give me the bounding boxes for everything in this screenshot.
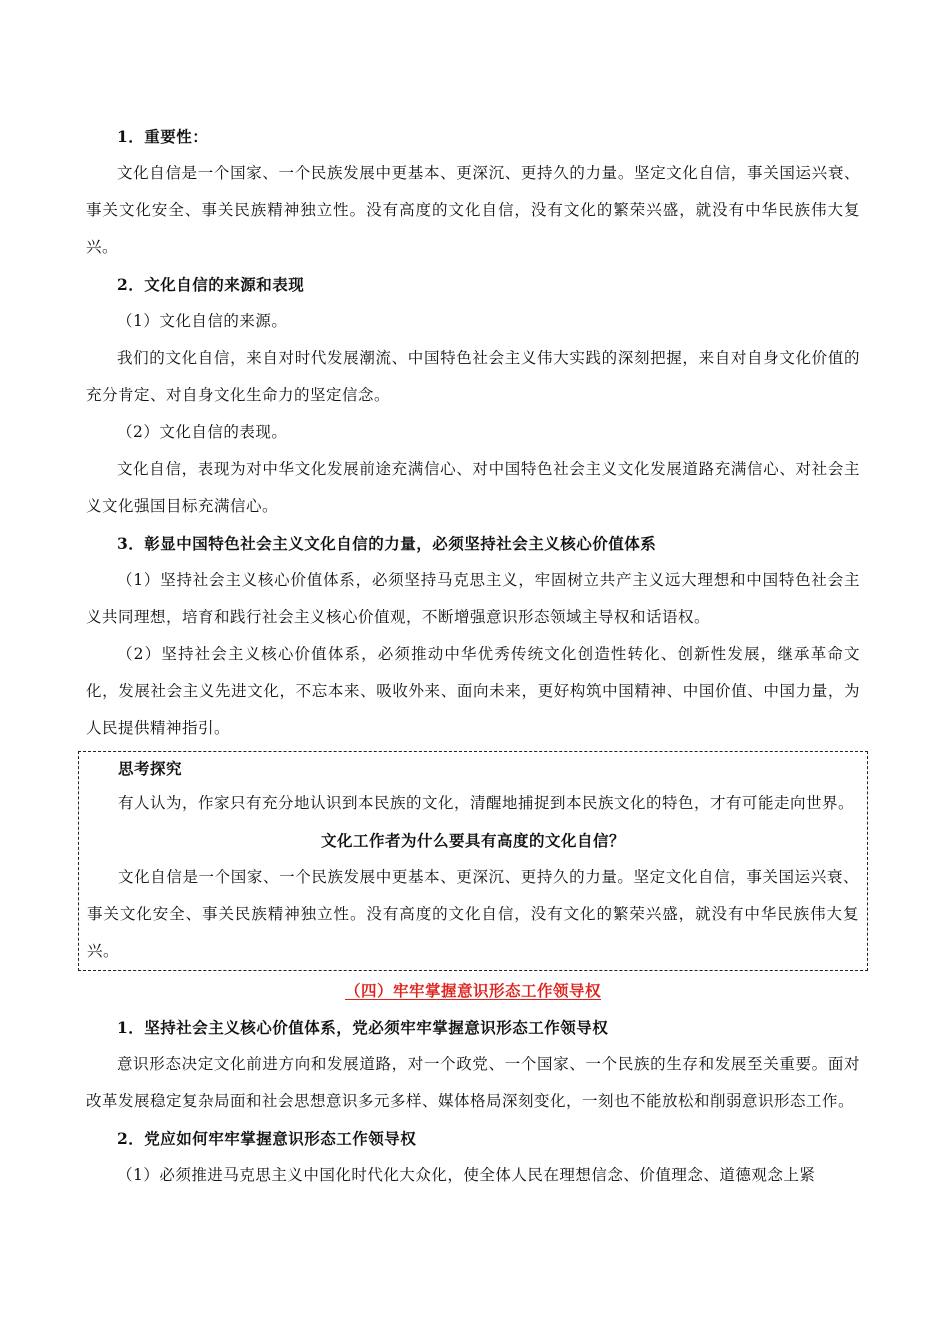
heading-ideology-leadership: 1．坚持社会主义核心价值体系，党必须牢牢掌握意识形态工作领导权 [117, 1018, 609, 1037]
paragraph-source: 我们的文化自信，来自对时代发展潮流、中国特色社会主义伟大实践的深刻把握，来自对自身文化价值的充分肯定、对自身文化生命力的坚定信念。 [86, 349, 860, 404]
thinking-exploration-box [78, 751, 868, 971]
heading-source-and-expression: 2．文化自信的来源和表现 [117, 275, 305, 294]
paragraph-ideology: 意识形态决定文化前进方向和发展道路，对一个政党、一个国家、一个民族的生存和发展至关重要。面对改革发展稳定复杂局面和社会思想意识多元多样、媒体格局深刻变化，一刻也不能放松和削弱意识形态工作。 [86, 1055, 860, 1110]
box-title: 思考探究 [118, 759, 183, 778]
section-four-title: （四）牢牢掌握意识形态工作领导权 [344, 981, 601, 1000]
heading-importance: 1．重要性： [117, 127, 209, 146]
paragraph-expression: 文化自信，表现为对中华文化发展前途充满信心、对中国特色社会主义文化发展道路充满信心、对社会主义文化强国目标充满信心。 [86, 460, 860, 515]
box-question: 文化工作者为什么要具有高度的文化自信？ [320, 831, 625, 850]
paragraph-core-value-1: （1）坚持社会主义核心价值体系，必须坚持马克思主义，牢固树立共产主义远大理想和中国特色社会主义共同理想，培育和践行社会主义核心价值观，不断增强意识形态领域主导权和话语权。 [86, 571, 860, 626]
box-answer: 文化自信是一个国家、一个民族发展中更基本、更深沉、更持久的力量。坚定文化自信，事关国运兴衰、事关文化安全、事关民族精神独立性。没有高度的文化自信，没有文化的繁荣兴盛，就没有中华民族伟大复兴。 [87, 868, 859, 960]
paragraph-core-value-2: （2）坚持社会主义核心价值体系，必须推动中华优秀传统文化创造性转化、创新性发展，继承革命文化，发展社会主义先进文化，不忘本来、吸收外来、面向未来，更好构筑中国精神、中国价值、中国力量，为人民提供精神指引。 [86, 645, 860, 737]
subheading-source: （1）文化自信的来源。 [117, 312, 288, 330]
document-body [86, 118, 860, 1194]
paragraph-how-to-lead-1: （1）必须推进马克思主义中国化时代化大众化，使全体人民在理想信念、价值理念、道德观念上紧 [117, 1166, 816, 1184]
heading-core-value-system: 3．彰显中国特色社会主义文化自信的力量，必须坚持社会主义核心价值体系 [117, 534, 657, 553]
box-prompt: 有人认为，作家只有充分地认识到本民族的文化，清醒地捕捉到本民族文化的特色，才有可能走向世界。 [118, 794, 855, 812]
subheading-expression: （2）文化自信的表现。 [117, 423, 288, 441]
heading-how-to-lead: 2．党应如何牢牢掌握意识形态工作领导权 [117, 1129, 417, 1148]
paragraph-importance: 文化自信是一个国家、一个民族发展中更基本、更深沉、更持久的力量。坚定文化自信，事关国运兴衰、事关文化安全、事关民族精神独立性。没有高度的文化自信，没有文化的繁荣兴盛，就没有中华民族伟大复兴。 [86, 164, 860, 256]
